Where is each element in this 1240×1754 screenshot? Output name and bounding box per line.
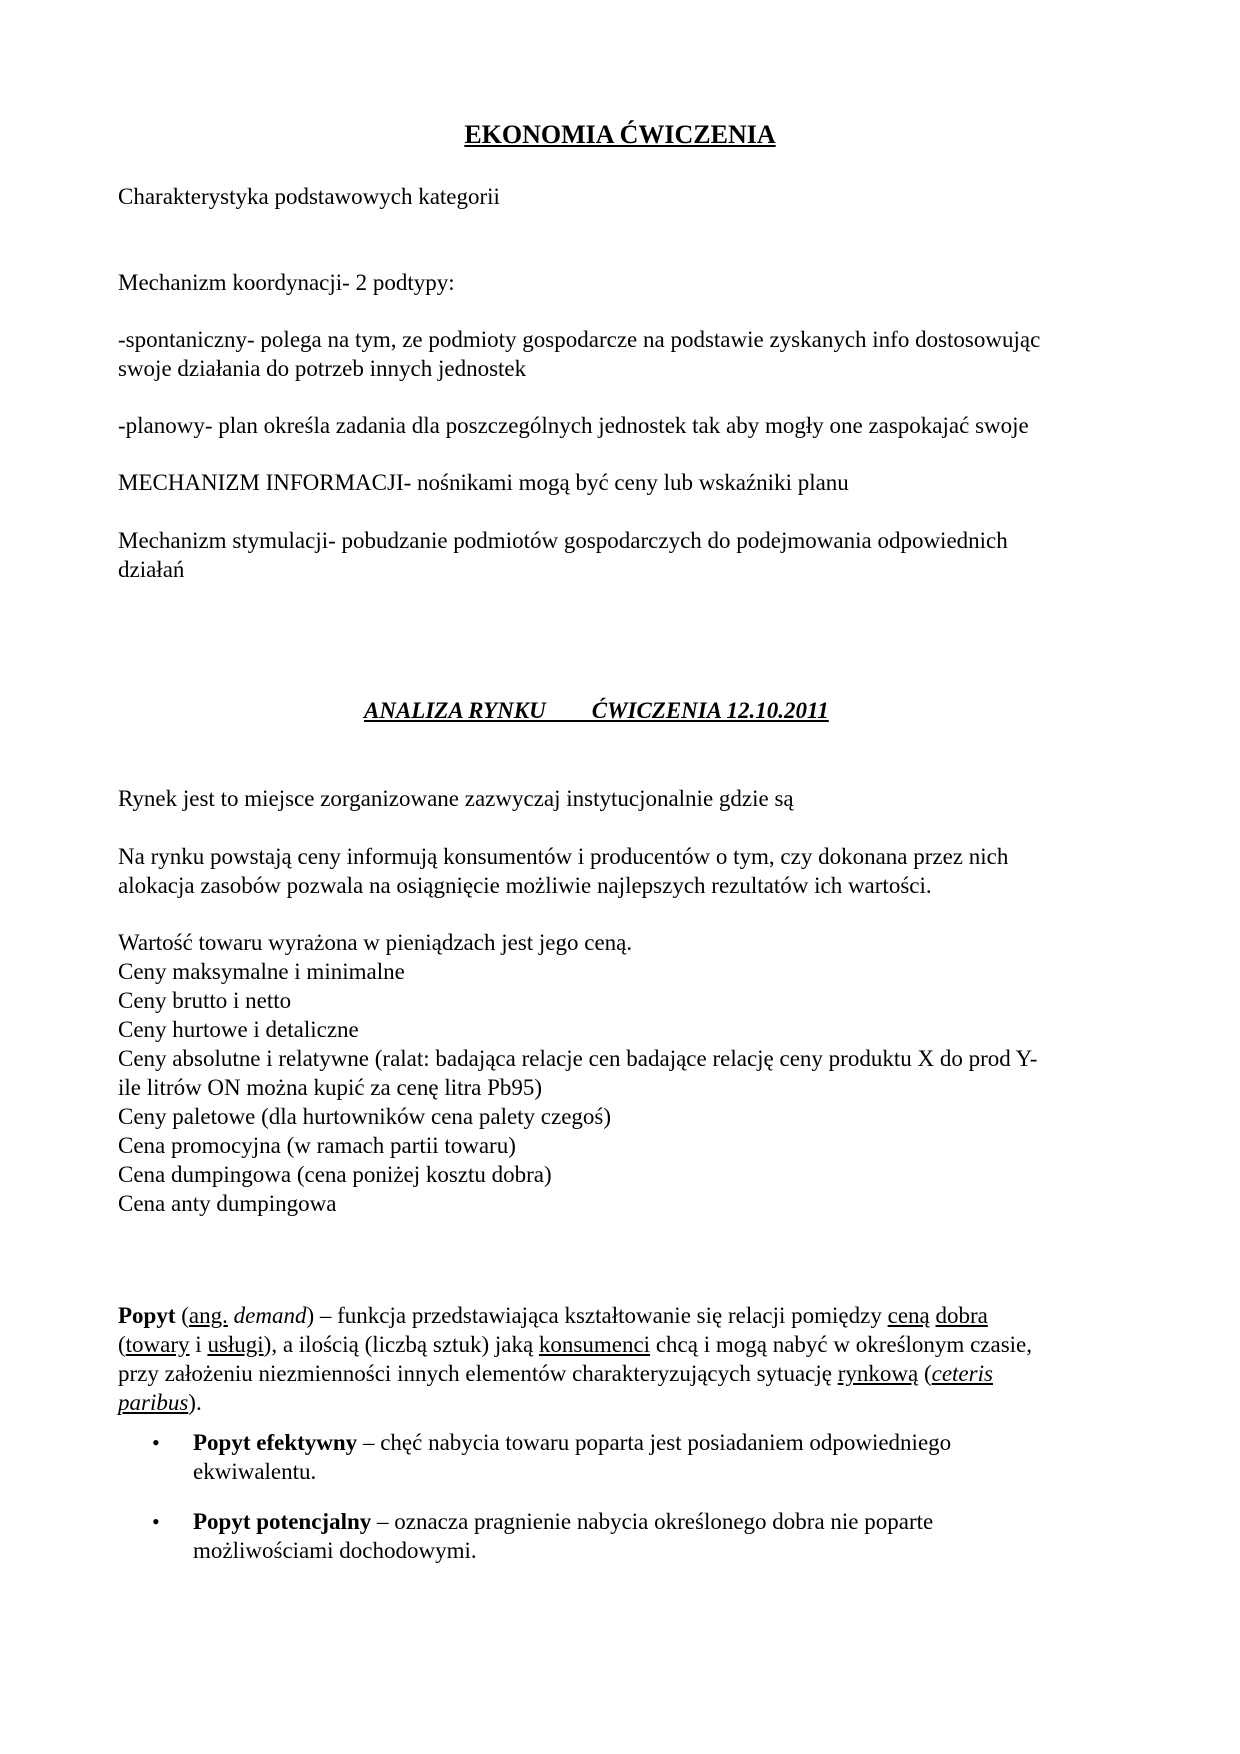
price-line: Ceny brutto i netto xyxy=(118,988,292,1013)
link-paribus[interactable]: paribus xyxy=(118,1390,189,1415)
price-line: Cena anty dumpingowa xyxy=(118,1191,337,1216)
market-analysis-heading: ANALIZA RYNKU ĆWICZENIA 12.10.2011 xyxy=(364,698,829,723)
demand-definition-line-1: Popyt (ang. demand) – funkcja przedstawiająca kształtowanie się relacji pomiędzy ceną dobra xyxy=(118,1303,988,1328)
demand-definition-line-2: (towary i usługi), a ilością (liczbą sztuk) jaką konsumenci chcą i mogą nabyć w określonym czasie, xyxy=(118,1332,1032,1357)
link-konsumenci[interactable]: konsumenci xyxy=(538,1332,651,1357)
price-line: Wartość towaru wyrażona w pieniądzach jest jego ceną. xyxy=(118,930,633,955)
link-towary[interactable]: towary xyxy=(125,1332,190,1357)
link-ceteris-paribus[interactable]: ceteris xyxy=(931,1361,993,1386)
information-mechanism-line: MECHANIZM INFORMACJI- nośnikami mogą być ceny lub wskaźniki planu xyxy=(118,470,849,495)
demand-definition-line-4: paribus). xyxy=(118,1390,202,1415)
demand-term: Popyt xyxy=(118,1303,176,1328)
market-definition: Rynek jest to miejsce zorganizowane zazwyczaj instytucjonalnie gdzie są xyxy=(118,786,794,811)
price-line: ile litrów ON można kupić za cenę litra Pb95) xyxy=(118,1075,543,1100)
link-dobra[interactable]: dobra xyxy=(935,1303,988,1328)
demand-english: demand xyxy=(227,1303,307,1328)
bullet-effective-demand-cont: ekwiwalentu. xyxy=(193,1459,317,1484)
bullet-icon: • xyxy=(152,1509,160,1534)
bullet-potential-demand-cont: możliwościami dochodowymi. xyxy=(193,1538,477,1563)
price-line: Ceny paletowe (dla hurtowników cena palety czegoś) xyxy=(118,1104,612,1129)
price-line: Ceny hurtowe i detaliczne xyxy=(118,1017,359,1042)
prices-paragraph-line-1: Na rynku powstają ceny informują konsumentów i producentów o tym, czy dokonana przez nich xyxy=(118,844,1009,869)
bullet-potential-demand: Popyt potencjalny – oznacza pragnienie nabycia określonego dobra nie poparte xyxy=(193,1509,934,1534)
stimulation-mechanism-line-1: Mechanizm stymulacji- pobudzanie podmiotów gospodarczych do podejmowania odpowiednich xyxy=(118,528,1008,553)
bullet-icon: • xyxy=(152,1430,160,1455)
price-line: Cena dumpingowa (cena poniżej kosztu dobra) xyxy=(118,1162,552,1187)
section-intro: Charakterystyka podstawowych kategorii xyxy=(118,184,500,209)
demand-definition-line-3: przy założeniu niezmienności innych elementów charakteryzujących sytuację rynkową (ceteris xyxy=(118,1361,993,1386)
bullet-effective-demand: Popyt efektywny – chęć nabycia towaru poparta jest posiadaniem odpowiedniego xyxy=(193,1430,952,1455)
spontaneous-line-1: -spontaniczny- polega na tym, ze podmioty gospodarcze na podstawie zyskanych info dostosowując xyxy=(118,327,1041,352)
document-title: EKONOMIA ĆWICZENIA xyxy=(464,120,776,149)
stimulation-mechanism-line-2: działań xyxy=(118,557,185,582)
coordination-mechanism-heading: Mechanizm koordynacji- 2 podtypy: xyxy=(118,270,455,295)
price-line: Ceny maksymalne i minimalne xyxy=(118,959,405,984)
spontaneous-line-2: swoje działania do potrzeb innych jednostek xyxy=(118,356,527,381)
link-rynkowa[interactable]: rynkową xyxy=(837,1361,919,1386)
link-uslugi[interactable]: usługi xyxy=(207,1332,264,1357)
planned-line: -planowy- plan określa zadania dla poszczególnych jednostek tak aby mogły one zaspokajać swoje xyxy=(118,413,1029,438)
price-line: Cena promocyjna (w ramach partii towaru) xyxy=(118,1133,516,1158)
link-cena[interactable]: ceną xyxy=(887,1303,930,1328)
prices-paragraph-line-2: alokacja zasobów pozwala na osiągnięcie możliwie najlepszych rezultatów ich wartości. xyxy=(118,873,932,898)
price-line: Ceny absolutne i relatywne (ralat: badająca relacje cen badające relację ceny produktu X do prod Y- xyxy=(118,1046,1038,1071)
link-ang[interactable]: ang. xyxy=(188,1303,228,1328)
